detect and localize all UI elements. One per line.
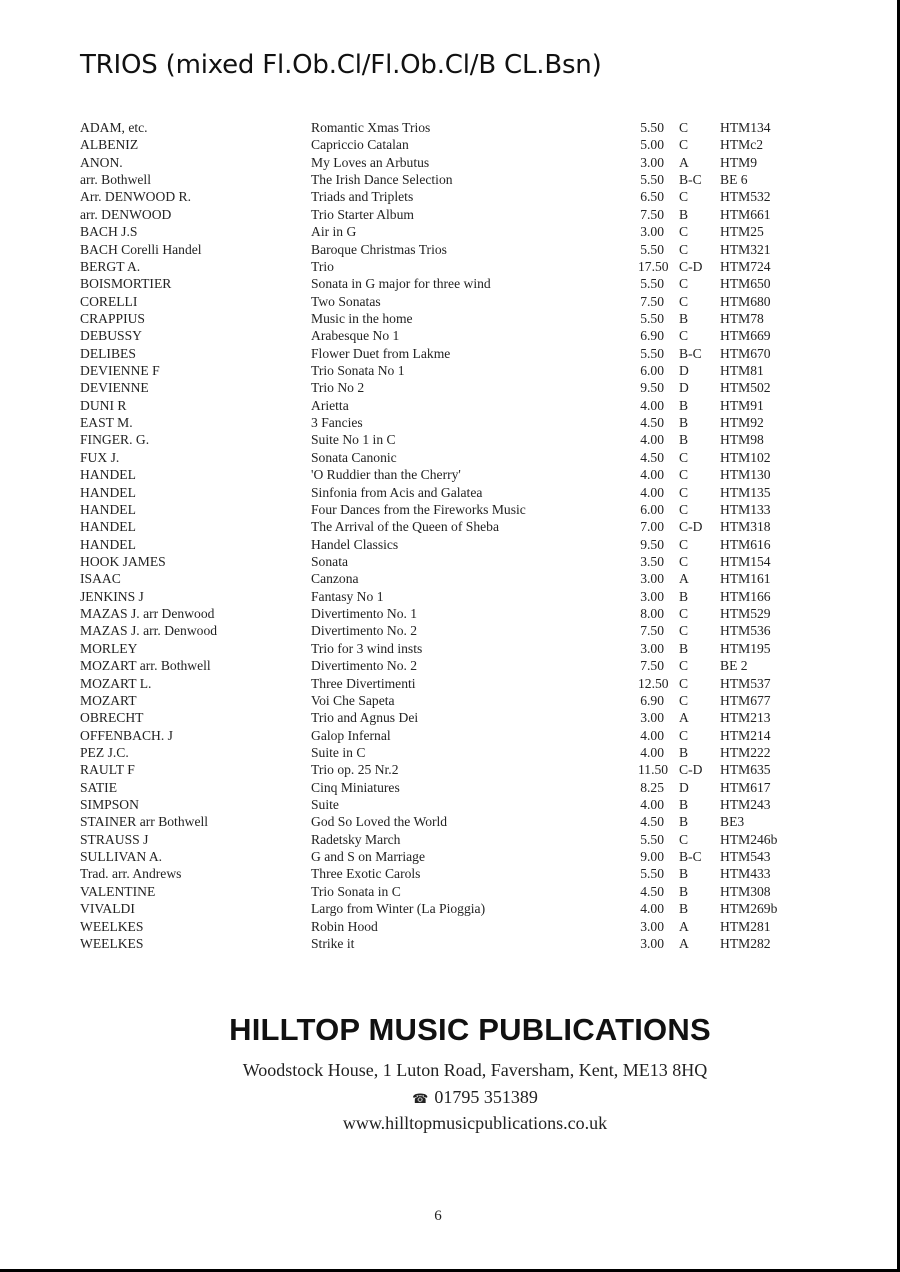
code-cell: HTM308 (720, 883, 771, 899)
table-row (80, 362, 800, 379)
price-cell: 5.50 (640, 310, 664, 326)
table-row (80, 241, 800, 258)
publisher-website[interactable]: www.hilltopmusicpublications.co.uk (342, 1113, 608, 1133)
title-cell: G and S on Marriage (311, 849, 426, 865)
grade-cell: C (679, 276, 689, 292)
title-cell: Flower Duet from Lakme (311, 345, 451, 361)
grade-cell: C (679, 449, 689, 465)
table-row (80, 310, 800, 327)
title-cell: The Irish Dance Selection (311, 172, 453, 188)
code-cell: HTM102 (720, 449, 771, 465)
grade-cell: B-C (679, 849, 702, 865)
code-cell: HTM529 (720, 606, 771, 622)
grade-cell: C (679, 137, 689, 153)
price-cell: 3.50 (640, 553, 664, 569)
table-row (80, 865, 800, 882)
price-cell: 4.50 (640, 883, 664, 899)
telephone-icon: ☎ (412, 1091, 429, 1106)
title-cell: Handel Classics (311, 536, 399, 552)
composer-cell: BACH J.S (80, 224, 138, 240)
code-cell: HTM616 (720, 536, 771, 552)
code-cell: HTM222 (720, 744, 771, 760)
code-cell: HTM214 (720, 727, 771, 743)
price-cell: 7.50 (640, 623, 664, 639)
title-cell: Fantasy No 1 (311, 588, 384, 604)
composer-cell: SULLIVAN A. (80, 849, 163, 865)
table-row (80, 709, 800, 726)
composer-cell: DEBUSSY (80, 328, 142, 344)
code-cell: BE 6 (720, 172, 748, 188)
price-cell: 5.50 (640, 866, 664, 882)
table-row (80, 327, 800, 344)
code-cell: HTM543 (720, 849, 771, 865)
price-cell: 9.50 (640, 536, 664, 552)
price-cell: 5.50 (640, 241, 664, 257)
grade-cell: C (679, 120, 689, 135)
grade-cell: C (679, 467, 689, 483)
price-cell: 4.50 (640, 415, 664, 431)
title-cell: 'O Ruddier than the Cherry' (311, 467, 461, 483)
price-cell: 4.00 (640, 901, 664, 917)
table-row (80, 588, 800, 605)
title-cell: Two Sonatas (311, 293, 381, 309)
title-cell: Divertimento No. 2 (311, 658, 418, 674)
price-cell: 9.50 (640, 380, 664, 396)
title-cell: Divertimento No. 2 (311, 623, 418, 639)
title-cell: Sonata Canonic (311, 449, 397, 465)
code-cell: HTM91 (720, 397, 764, 413)
price-cell: 3.00 (640, 710, 664, 726)
code-cell: HTM25 (720, 224, 764, 240)
title-cell: Three Divertimenti (311, 675, 416, 691)
price-cell: 4.00 (640, 467, 664, 483)
page-number: 6 (434, 1208, 442, 1224)
table-row (80, 640, 800, 657)
grade-cell: D (679, 363, 689, 379)
title-cell: Trio op. 25 Nr.2 (311, 762, 399, 778)
code-cell: HTM281 (720, 918, 771, 934)
composer-cell: RAULT F (80, 762, 135, 778)
table-row (80, 553, 800, 570)
composer-cell: JENKINS J (80, 588, 144, 604)
grade-cell: B (679, 640, 689, 656)
grade-cell: C (679, 241, 689, 257)
grade-cell: B (679, 883, 689, 899)
composer-cell: MORLEY (80, 640, 138, 656)
price-cell: 8.00 (640, 606, 664, 622)
price-cell: 9.00 (640, 849, 664, 865)
code-cell: HTM282 (720, 935, 771, 951)
code-cell: HTM154 (720, 553, 771, 569)
price-cell: 12.50 (638, 675, 669, 691)
grade-cell: C (679, 224, 689, 240)
composer-cell: HANDEL (80, 467, 136, 483)
price-cell: 7.00 (640, 519, 664, 535)
composer-cell: HANDEL (80, 484, 136, 500)
price-cell: 5.00 (640, 137, 664, 153)
title-cell: Radetsky March (311, 831, 401, 847)
table-row (80, 935, 800, 952)
price-cell: 5.50 (640, 345, 664, 361)
grade-cell: C (679, 727, 689, 743)
title-cell: Galop Infernal (311, 727, 391, 743)
code-cell: HTM650 (720, 276, 771, 292)
table-row (80, 154, 800, 171)
title-cell: Music in the home (311, 310, 413, 326)
composer-cell: DUNI R (80, 397, 127, 413)
table-row (80, 397, 800, 414)
title-cell: Three Exotic Carols (311, 866, 421, 882)
grade-cell: C (679, 484, 689, 500)
title-cell: Sonata in G major for three wind (311, 276, 491, 292)
price-cell: 3.00 (640, 588, 664, 604)
composer-cell: ADAM, etc. (80, 120, 148, 135)
grade-cell: C (679, 623, 689, 639)
grade-cell: B (679, 206, 689, 222)
publisher-phone-line (25, 1087, 900, 1108)
code-cell: HTM635 (720, 762, 771, 778)
grade-cell: C (679, 293, 689, 309)
title-cell: Suite (311, 797, 339, 813)
title-cell: Trio Starter Album (311, 206, 414, 222)
grade-cell: B (679, 588, 689, 604)
code-cell: HTM98 (720, 432, 764, 448)
title-cell: Trio No 2 (311, 380, 365, 396)
grade-cell: B (679, 744, 689, 760)
composer-cell: BACH Corelli Handel (80, 241, 202, 257)
title-cell: Largo from Winter (La Pioggia) (311, 901, 486, 917)
title-cell: Canzona (311, 571, 359, 587)
composer-cell: CORELLI (80, 293, 138, 309)
title-cell: Air in G (311, 224, 357, 240)
code-cell: HTM9 (720, 154, 758, 170)
code-cell: HTM617 (720, 779, 771, 795)
table-row (80, 883, 800, 900)
title-cell: Sinfonia from Acis and Galatea (311, 484, 483, 500)
table-row (80, 345, 800, 362)
grade-cell: C (679, 189, 689, 205)
publisher-footer (0, 1012, 900, 1134)
table-row (80, 431, 800, 448)
code-cell: HTM269b (720, 901, 778, 917)
price-cell: 5.50 (640, 831, 664, 847)
title-cell: Baroque Christmas Trios (311, 241, 447, 257)
grade-cell: A (679, 710, 689, 726)
code-cell: HTM321 (720, 241, 771, 257)
code-cell: HTM669 (720, 328, 771, 344)
code-cell: BE3 (720, 814, 745, 830)
table-row (80, 831, 800, 848)
title-cell: Suite No 1 in C (311, 432, 396, 448)
code-cell: HTM670 (720, 345, 771, 361)
code-cell: HTM532 (720, 189, 771, 205)
table-row (80, 223, 800, 240)
publisher-name: HILLTOP MUSIC PUBLICATIONS (229, 1012, 711, 1047)
grade-cell: C (679, 553, 689, 569)
table-row (80, 657, 800, 674)
title-cell: Trio (311, 258, 334, 274)
composer-cell: Arr. DENWOOD R. (80, 189, 191, 205)
composer-cell: WEELKES (80, 935, 144, 951)
price-cell: 3.00 (640, 224, 664, 240)
grade-cell: C (679, 675, 689, 691)
catalog-table (80, 119, 800, 952)
title-cell: 3 Fancies (311, 415, 363, 431)
price-cell: 8.25 (640, 779, 664, 795)
table-row (80, 744, 800, 761)
price-cell: 4.00 (640, 432, 664, 448)
title-cell: Arietta (311, 397, 349, 413)
code-cell: HTM677 (720, 692, 771, 708)
table-row (80, 675, 800, 692)
composer-cell: MOZART arr. Bothwell (80, 658, 211, 674)
code-cell: HTM537 (720, 675, 771, 691)
table-row (80, 466, 800, 483)
composer-cell: VALENTINE (80, 883, 156, 899)
grade-cell: C (679, 692, 689, 708)
grade-cell: A (679, 935, 689, 951)
grade-cell: A (679, 571, 689, 587)
table-row (80, 136, 800, 153)
table-row (80, 761, 800, 778)
composer-cell: DEVIENNE (80, 380, 149, 396)
composer-cell: CRAPPIUS (80, 310, 145, 326)
composer-cell: MOZART (80, 692, 137, 708)
table-row (80, 900, 800, 917)
table-row (80, 622, 800, 639)
code-cell: HTM433 (720, 866, 771, 882)
title-cell: Divertimento No. 1 (311, 606, 418, 622)
code-cell: HTM81 (720, 363, 764, 379)
grade-cell: D (679, 779, 689, 795)
grade-cell: B (679, 797, 689, 813)
price-cell: 6.50 (640, 189, 664, 205)
code-cell: HTM195 (720, 640, 771, 656)
code-cell: HTM536 (720, 623, 771, 639)
title-cell: Sonata (311, 553, 348, 569)
composer-cell: VIVALDI (80, 901, 135, 917)
price-cell: 7.50 (640, 206, 664, 222)
grade-cell: B (679, 415, 689, 431)
title-cell: Triads and Triplets (311, 189, 414, 205)
table-row (80, 605, 800, 622)
grade-cell: B (679, 866, 689, 882)
composer-cell: ALBENIZ (80, 137, 139, 153)
price-cell: 4.00 (640, 797, 664, 813)
table-row (80, 727, 800, 744)
composer-cell: arr. Bothwell (80, 172, 151, 188)
composer-cell: FUX J. (80, 449, 120, 465)
title-cell: Robin Hood (311, 918, 378, 934)
table-row (80, 449, 800, 466)
grade-cell: C (679, 658, 689, 674)
title-cell: Trio for 3 wind insts (311, 640, 423, 656)
title-cell: God So Loved the World (311, 814, 448, 830)
title-cell: Capriccio Catalan (311, 137, 409, 153)
price-cell: 6.90 (640, 328, 664, 344)
price-cell: 6.00 (640, 501, 664, 517)
price-cell: 5.50 (640, 172, 664, 188)
price-cell: 5.50 (640, 276, 664, 292)
grade-cell: B (679, 310, 689, 326)
composer-cell: WEELKES (80, 918, 144, 934)
title-cell: The Arrival of the Queen of Sheba (311, 519, 499, 535)
grade-cell: C (679, 606, 689, 622)
code-cell: HTM166 (720, 588, 771, 604)
composer-cell: arr. DENWOOD (80, 206, 172, 222)
table-row (80, 293, 800, 310)
table-row (80, 258, 800, 275)
composer-cell: STRAUSS J (80, 831, 149, 847)
table-row (80, 171, 800, 188)
code-cell: HTMc2 (720, 137, 764, 153)
composer-cell: EAST M. (80, 415, 133, 431)
table-row (80, 188, 800, 205)
code-cell: HTM246b (720, 831, 778, 847)
composer-cell: HANDEL (80, 519, 136, 535)
price-cell: 3.00 (640, 571, 664, 587)
composer-cell: HANDEL (80, 501, 136, 517)
title-cell: Arabesque No 1 (311, 328, 400, 344)
title-cell: Voi Che Sapeta (311, 692, 395, 708)
title-cell: My Loves an Arbutus (311, 154, 430, 170)
composer-cell: FINGER. G. (80, 432, 150, 448)
table-row (80, 414, 800, 431)
table-row (80, 379, 800, 396)
composer-cell: HOOK JAMES (80, 553, 166, 569)
grade-cell: B (679, 901, 689, 917)
code-cell: HTM92 (720, 415, 764, 431)
code-cell: HTM133 (720, 501, 771, 517)
composer-cell: Trad. arr. Andrews (80, 866, 182, 882)
code-cell: HTM661 (720, 206, 771, 222)
price-cell: 7.50 (640, 293, 664, 309)
grade-cell: C-D (679, 519, 703, 535)
table-row (80, 518, 800, 535)
publisher-phone: 01795 351389 (434, 1087, 538, 1107)
price-cell: 4.00 (640, 397, 664, 413)
code-cell: HTM502 (720, 380, 771, 396)
table-row (80, 275, 800, 292)
composer-cell: DELIBES (80, 345, 136, 361)
table-row (80, 918, 800, 935)
title-cell: Cinq Miniatures (311, 779, 400, 795)
composer-cell: MOZART L. (80, 675, 152, 691)
table-row (80, 536, 800, 553)
table-row (80, 484, 800, 501)
price-cell: 3.00 (640, 935, 664, 951)
composer-cell: OBRECHT (80, 710, 144, 726)
code-cell: HTM78 (720, 310, 764, 326)
grade-cell: C-D (679, 258, 703, 274)
composer-cell: SIMPSON (80, 797, 139, 813)
composer-cell: HANDEL (80, 536, 136, 552)
title-cell: Suite in C (311, 744, 366, 760)
code-cell: HTM161 (720, 571, 771, 587)
table-row (80, 848, 800, 865)
composer-cell: PEZ J.C. (80, 744, 129, 760)
composer-cell: MAZAS J. arr. Denwood (80, 623, 218, 639)
table-row (80, 570, 800, 587)
price-cell: 4.00 (640, 484, 664, 500)
composer-cell: OFFENBACH. J (80, 727, 173, 743)
grade-cell: C (679, 328, 689, 344)
price-cell: 17.50 (638, 258, 669, 274)
title-cell: Four Dances from the Fireworks Music (311, 501, 526, 517)
grade-cell: C-D (679, 762, 703, 778)
price-cell: 3.00 (640, 154, 664, 170)
code-cell: BE 2 (720, 658, 748, 674)
composer-cell: MAZAS J. arr Denwood (80, 606, 215, 622)
composer-cell: BERGT A. (80, 258, 141, 274)
composer-cell: ISAAC (80, 571, 121, 587)
page-title: TRIOS (mixed Fl.Ob.Cl/Fl.Ob.Cl/B CL.Bsn) (80, 50, 602, 80)
code-cell: HTM243 (720, 797, 771, 813)
composer-cell: BOISMORTIER (80, 276, 172, 292)
price-cell: 4.50 (640, 449, 664, 465)
composer-cell: ANON. (80, 154, 123, 170)
price-cell: 6.90 (640, 692, 664, 708)
price-cell: 5.50 (640, 120, 664, 135)
price-cell: 3.00 (640, 918, 664, 934)
composer-cell: SATIE (80, 779, 118, 795)
title-cell: Trio Sonata in C (311, 883, 401, 899)
grade-cell: D (679, 380, 689, 396)
table-row (80, 119, 800, 136)
grade-cell: B (679, 814, 689, 830)
price-cell: 3.00 (640, 640, 664, 656)
price-cell: 4.00 (640, 727, 664, 743)
grade-cell: C (679, 501, 689, 517)
price-cell: 11.50 (638, 762, 669, 778)
grade-cell: B (679, 432, 689, 448)
title-cell: Romantic Xmas Trios (311, 120, 431, 135)
grade-cell: A (679, 918, 689, 934)
grade-cell: C (679, 831, 689, 847)
grade-cell: B-C (679, 345, 702, 361)
table-row (80, 796, 800, 813)
table-row (80, 779, 800, 796)
composer-cell: DEVIENNE F (80, 363, 160, 379)
title-cell: Trio and Agnus Dei (311, 710, 419, 726)
price-cell: 4.50 (640, 814, 664, 830)
price-cell: 6.00 (640, 363, 664, 379)
title-cell: Trio Sonata No 1 (311, 363, 405, 379)
publisher-address: Woodstock House, 1 Luton Road, Faversham, Kent, ME13 8HQ (242, 1060, 708, 1080)
title-cell: Strike it (311, 935, 355, 951)
composer-cell: STAINER arr Bothwell (80, 814, 209, 830)
price-cell: 4.00 (640, 744, 664, 760)
code-cell: HTM213 (720, 710, 771, 726)
code-cell: HTM318 (720, 519, 771, 535)
grade-cell: B (679, 397, 689, 413)
grade-cell: A (679, 154, 689, 170)
code-cell: HTM135 (720, 484, 771, 500)
table-row (80, 813, 800, 830)
table-row (80, 692, 800, 709)
grade-cell: B-C (679, 172, 702, 188)
code-cell: HTM680 (720, 293, 771, 309)
code-cell: HTM130 (720, 467, 771, 483)
table-row (80, 501, 800, 518)
code-cell: HTM134 (720, 120, 771, 135)
price-cell: 7.50 (640, 658, 664, 674)
code-cell: HTM724 (720, 258, 771, 274)
table-row (80, 206, 800, 223)
grade-cell: C (679, 536, 689, 552)
